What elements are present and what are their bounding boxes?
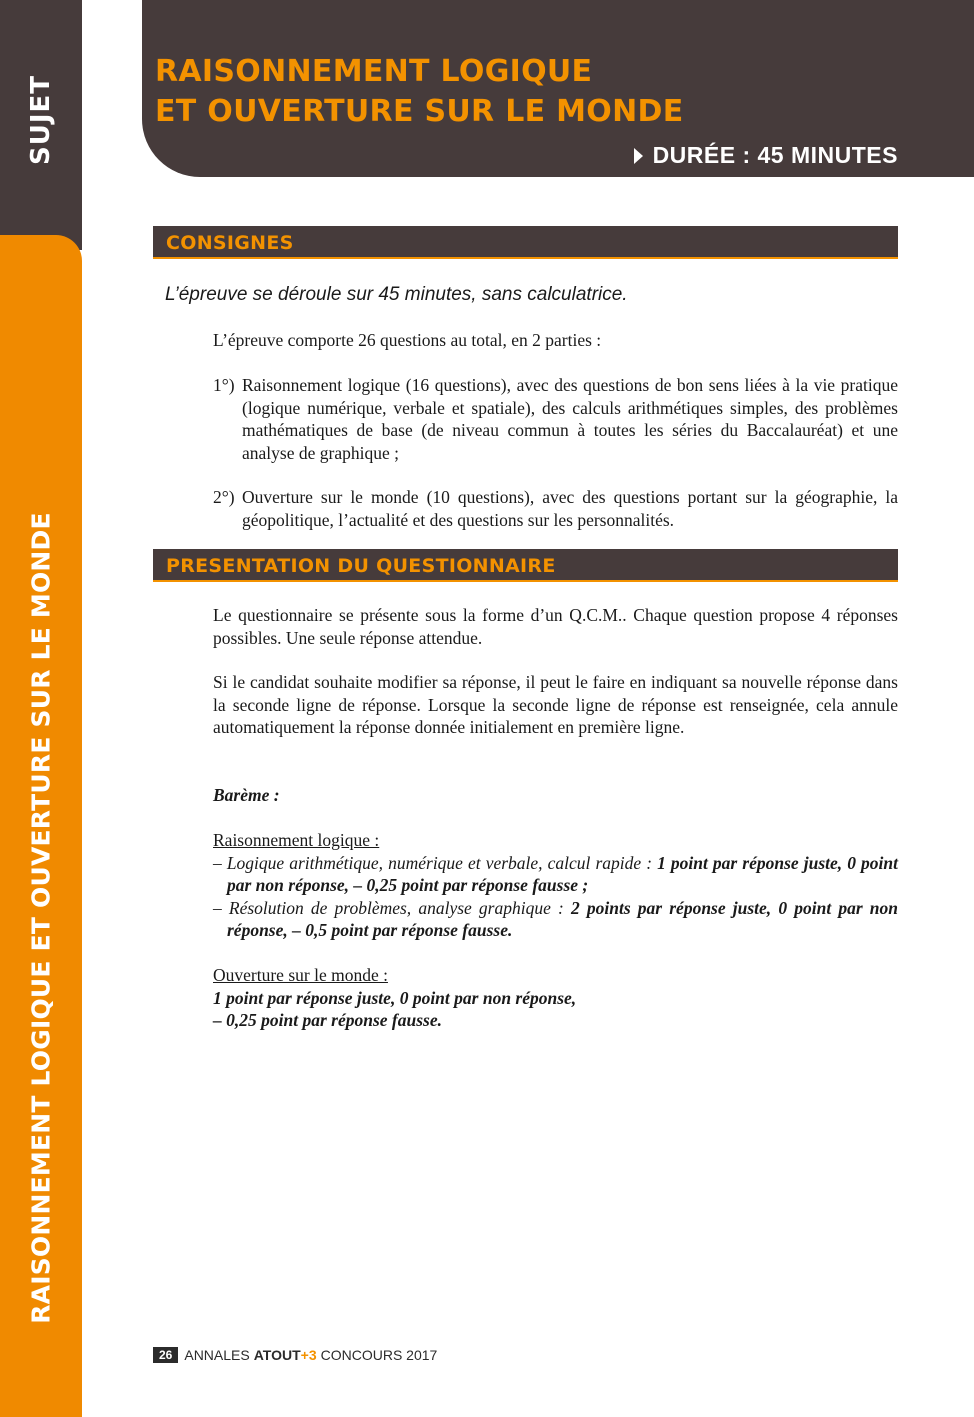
- world-line-2: – 0,25 point par réponse fausse.: [213, 1010, 442, 1030]
- page-number: 26: [153, 1347, 178, 1363]
- brand-plus: +3: [300, 1347, 317, 1363]
- presentation-heading: PRESENTATION DU QUESTIONNAIRE: [166, 555, 556, 577]
- duration-text: DURÉE : 45 MINUTES: [652, 142, 898, 168]
- presentation-heading-bar: [153, 549, 898, 582]
- consignes-heading-bar: [153, 226, 898, 259]
- footer-annales: ANNALES: [184, 1347, 250, 1363]
- logic-label: Raisonnement logique :: [213, 830, 380, 850]
- item-text: Ouverture sur le monde (10 questions), avec des questions portant sur la géographie, la géopolitique, l’actualité et des questions sur les personnalités.: [242, 487, 898, 530]
- logic-item-prefix: – Logique arithmétique, numérique et verbale, calcul rapide :: [213, 852, 658, 873]
- consignes-lead: L’épreuve comporte 26 questions au total, en 2 parties :: [213, 330, 602, 350]
- presentation-para-1: Le questionnaire se présente sous la forme d’un Q.C.M.. Chaque question propose 4 réponses possibles. Une seule réponse attendue.: [213, 605, 898, 648]
- page-title: [155, 52, 684, 132]
- logic-item-score: 2 points par réponse juste, 0 point par non réponse, – 0,5 point par réponse fausse.: [227, 897, 898, 940]
- logic-item-score: 1 point par réponse juste, 0 point par non réponse, – 0,25 point par réponse fausse ;: [227, 852, 898, 895]
- world-label: Ouverture sur le monde :: [213, 965, 388, 985]
- page-footer: [153, 1347, 437, 1363]
- logic-item-2: [213, 897, 898, 942]
- footer-brand: [254, 1347, 317, 1363]
- duration-label: [634, 142, 898, 169]
- brand-text: ATOUT: [253, 1347, 301, 1363]
- consignes-item-2: [213, 486, 898, 531]
- title-line-1: RAISONNEMENT LOGIQUE: [155, 54, 593, 89]
- item-text: Raisonnement logique (16 questions), avec des questions de bon sens liées à la vie pratique (logique numérique, verbale et spatiale), des calculs arithmétiques simples, des problèmes mathématiques de base (de niveau commun à toutes les séries du Baccalauréat) et une analyse de graphique ;: [242, 375, 898, 463]
- item-number: 2°): [213, 487, 235, 507]
- logic-item-1: [213, 852, 898, 897]
- bareme-label: Barème :: [213, 785, 280, 805]
- bareme-logic-block: [213, 829, 898, 942]
- footer-concours: CONCOURS 2017: [320, 1347, 438, 1363]
- page-header: [142, 0, 974, 177]
- sidebar-chapter-title: RAISONNEMENT LOGIQUE ET OUVERTURE SUR LE MONDE: [26, 512, 56, 1324]
- logic-item-prefix: – Résolution de problèmes, analyse graphique :: [213, 897, 571, 918]
- sidebar-section-label: SUJET: [26, 74, 56, 166]
- item-number: 1°): [213, 375, 235, 395]
- consignes-item-1: [213, 374, 898, 464]
- bareme-world-block: [213, 964, 898, 1032]
- consignes-heading: CONSIGNES: [166, 232, 294, 254]
- world-line-1: 1 point par réponse juste, 0 point par non réponse,: [213, 987, 577, 1008]
- play-triangle-icon: [634, 148, 643, 164]
- title-line-2: ET OUVERTURE SUR LE MONDE: [155, 94, 684, 129]
- presentation-para-2: Si le candidat souhaite modifier sa réponse, il peut le faire en indiquant sa nouvelle réponse dans la seconde ligne de réponse. Lorsque la seconde ligne de réponse est renseignée, cela annule automatiquement la réponse donnée initialement en première ligne.: [213, 672, 898, 737]
- consignes-intro: L’épreuve se déroule sur 45 minutes, sans calculatrice.: [165, 284, 628, 305]
